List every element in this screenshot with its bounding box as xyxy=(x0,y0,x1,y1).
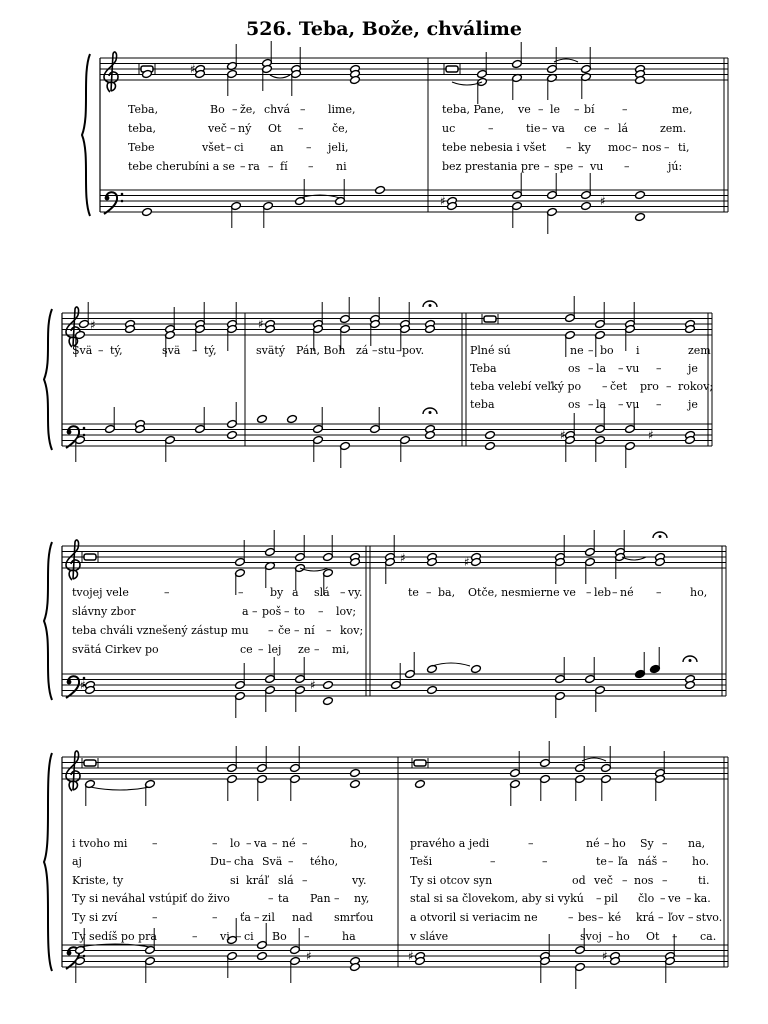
lyric-syllable: náš xyxy=(638,855,658,868)
lyric-syllable: svä xyxy=(162,344,181,357)
lyric-syllable: – xyxy=(294,624,300,637)
lyric-syllable: Pan xyxy=(310,892,331,905)
note-head xyxy=(287,414,298,423)
tie-slur xyxy=(432,663,470,666)
lyric-syllable: – xyxy=(340,586,346,599)
tie-slur xyxy=(270,75,290,78)
lyric-syllable: fí xyxy=(280,160,288,173)
note-head xyxy=(635,190,646,199)
lyric-syllable: os xyxy=(568,362,581,375)
lyric-syllable: Svä xyxy=(262,855,283,868)
lyric-syllable: vy. xyxy=(348,586,363,599)
lyric-syllable: la xyxy=(596,398,607,411)
lyric-syllable: va xyxy=(254,837,267,850)
lyric-syllable: – xyxy=(98,344,104,357)
lyric-syllable: Teba, xyxy=(128,103,159,116)
fermata-icon xyxy=(429,411,432,414)
lyric-syllable: ťa xyxy=(240,911,251,924)
sharp-sign: ♯ xyxy=(560,428,566,442)
lyric-syllable: – xyxy=(598,911,604,924)
lyric-syllable: – xyxy=(226,141,232,154)
lyric-syllable: – xyxy=(602,380,608,393)
lyric-syllable: ľa xyxy=(618,855,629,868)
note-head xyxy=(257,951,268,960)
lyric-syllable: ní xyxy=(304,624,315,637)
lyric-syllable: ka. xyxy=(694,892,711,905)
note-head xyxy=(485,430,496,439)
lyric-syllable: os xyxy=(568,398,581,411)
lyric-syllable: stu xyxy=(378,344,396,357)
lyric-syllable: – xyxy=(212,911,218,924)
lyric-syllable: slá xyxy=(278,874,294,887)
lyric-syllable: – xyxy=(662,855,668,868)
lyric-syllable: – xyxy=(372,344,378,357)
lyric-syllable: Pán, Boh xyxy=(296,344,346,357)
lyric-syllable: – xyxy=(298,122,304,135)
lyric-syllable: ti. xyxy=(698,874,710,887)
lyric-syllable: – xyxy=(604,122,610,135)
lyric-syllable: – xyxy=(288,855,294,868)
lyric-syllable: – xyxy=(314,643,320,656)
lyric-syllable: tebe cherubíni a se xyxy=(128,160,235,173)
bass-clef-icon xyxy=(83,434,86,437)
lyric-syllable: – xyxy=(426,586,432,599)
sharp-sign: ♯ xyxy=(648,428,654,442)
sharp-sign: ♯ xyxy=(310,678,316,692)
lyric-syllable: – xyxy=(268,160,274,173)
note-head xyxy=(142,207,153,216)
bass-clef-icon xyxy=(121,193,124,196)
lyric-syllable: slávny zbor xyxy=(72,605,136,618)
breve-note xyxy=(484,316,496,322)
lyric-syllable: Kriste, ty xyxy=(72,874,124,887)
lyric-syllable: slá xyxy=(314,586,330,599)
lyric-syllable: ci xyxy=(234,141,244,154)
breve-note xyxy=(446,66,458,72)
lyric-syllable: tý, xyxy=(204,344,217,357)
lyric-syllable: Ty si neváhal vstúpiť do živo xyxy=(72,892,230,905)
lyric-syllable: cha xyxy=(234,855,254,868)
lyric-syllable: – xyxy=(586,586,592,599)
lyric-syllable: všet xyxy=(202,141,225,154)
note-head xyxy=(227,430,238,439)
note-head xyxy=(375,185,386,194)
lyric-syllable: ho, xyxy=(690,586,708,599)
lyric-syllable: – xyxy=(334,892,340,905)
lyric-syllable: Svä xyxy=(72,344,93,357)
lyric-syllable: vu xyxy=(626,362,640,375)
lyric-syllable: – xyxy=(662,837,668,850)
lyric-syllable: že, xyxy=(240,103,256,116)
lyric-syllable: če xyxy=(278,624,291,637)
lyric-syllable: teba chváli vznešený zástup mu xyxy=(72,624,249,637)
lyric-syllable: Bo xyxy=(210,103,225,116)
lyric-syllable: nos xyxy=(642,141,662,154)
lyric-syllable: – xyxy=(268,892,274,905)
bass-clef-icon xyxy=(121,200,124,203)
lyric-syllable: – xyxy=(618,398,624,411)
lyric-syllable: Ty si zví xyxy=(72,911,118,924)
lyric-syllable: tý, xyxy=(110,344,123,357)
lyric-syllable: Sy xyxy=(640,837,654,850)
lyric-syllable: ci xyxy=(244,930,254,943)
lyric-syllable: tebe nebesia i všet xyxy=(442,141,547,154)
lyric-syllable: uc xyxy=(442,122,456,135)
lyric-syllable: – xyxy=(254,911,260,924)
lyric-syllable: tého, xyxy=(310,855,339,868)
note-head xyxy=(635,212,646,221)
lyric-syllable: moc xyxy=(608,141,632,154)
lyric-syllable: pravého a jedi xyxy=(410,837,490,850)
lyric-syllable: a xyxy=(242,605,249,618)
system-brace xyxy=(44,309,52,450)
lyric-syllable: zem. xyxy=(660,122,687,135)
lyric-syllable: zem xyxy=(688,344,711,357)
lyric-syllable: svätá Cirkev po xyxy=(72,643,159,656)
lyric-syllable: – xyxy=(608,930,614,943)
lyric-syllable: svätý xyxy=(256,344,286,357)
sharp-sign: ♯ xyxy=(600,194,606,208)
lyric-syllable: Teba xyxy=(470,362,497,375)
lyric-syllable: ze xyxy=(298,643,311,656)
lyric-syllable: – xyxy=(306,141,312,154)
lyric-syllable: – xyxy=(268,624,274,637)
lyric-syllable: – xyxy=(308,160,314,173)
fermata-icon xyxy=(429,304,432,307)
lyric-syllable: – xyxy=(226,855,232,868)
lyric-syllable: ky xyxy=(578,141,591,154)
lyric-syllable: ho xyxy=(612,837,626,850)
lyric-syllable: – xyxy=(666,380,672,393)
lyric-syllable: bes xyxy=(578,911,598,924)
lyric-syllable: lej xyxy=(268,643,282,656)
lyric-syllable: zá xyxy=(356,344,369,357)
lyric-syllable: ho xyxy=(616,930,630,943)
lyric-syllable: – xyxy=(232,103,238,116)
lyric-syllable: – xyxy=(490,855,496,868)
lyric-syllable: če, xyxy=(332,122,349,135)
lyric-syllable: ny, xyxy=(354,892,370,905)
lyric-syllable: lo xyxy=(230,837,241,850)
lyric-syllable: lá xyxy=(618,122,629,135)
system-brace xyxy=(44,753,52,971)
lyric-syllable: – xyxy=(588,344,594,357)
lyric-syllable: bí xyxy=(584,103,595,116)
lyric-syllable: – xyxy=(284,605,290,618)
lyric-syllable: – xyxy=(542,855,548,868)
lyric-syllable: a xyxy=(292,586,299,599)
lyric-syllable: ve xyxy=(518,103,531,116)
lyric-syllable: – xyxy=(604,837,610,850)
lyric-syllable: – xyxy=(688,911,694,924)
lyric-syllable: – xyxy=(566,141,572,154)
sharp-sign: ♯ xyxy=(602,949,608,963)
lyric-syllable: – xyxy=(656,398,662,411)
lyric-syllable: – xyxy=(664,141,670,154)
note-head xyxy=(350,768,361,777)
breve-note xyxy=(84,760,96,766)
lyric-syllable: – xyxy=(658,911,664,924)
lyric-syllable: Du xyxy=(210,855,226,868)
lyric-syllable: ve xyxy=(668,892,681,905)
bass-clef-icon xyxy=(67,680,72,685)
lyric-syllable: la xyxy=(596,362,607,375)
lyric-syllable: va xyxy=(552,122,565,135)
lyric-syllable: ké xyxy=(608,911,622,924)
sharp-sign: ♯ xyxy=(408,949,414,963)
sharp-sign: ♯ xyxy=(464,555,470,569)
lyric-syllable: Ot xyxy=(646,930,660,943)
sharp-sign: ♯ xyxy=(306,949,312,963)
lyric-syllable: rokov; xyxy=(678,380,714,393)
bass-clef-icon xyxy=(67,430,72,435)
lyric-syllable: Otče, nesmierne ve xyxy=(468,586,576,599)
lyric-syllable: – xyxy=(632,141,638,154)
fermata-icon xyxy=(689,659,692,662)
lyric-syllable: ho, xyxy=(350,837,368,850)
sharp-sign: ♯ xyxy=(400,551,406,565)
lyric-syllable: – xyxy=(588,398,594,411)
note-head xyxy=(581,201,592,210)
lyric-syllable: Bo xyxy=(272,930,287,943)
lyric-syllable: – xyxy=(230,122,236,135)
lyric-syllable: spe xyxy=(554,160,574,173)
lyric-syllable: – xyxy=(164,586,170,599)
page-title: 526. Teba, Bože, chválime xyxy=(246,18,522,40)
lyric-syllable: – xyxy=(612,586,618,599)
lyric-syllable: – xyxy=(544,160,550,173)
tie-slur xyxy=(582,758,606,761)
lyric-syllable: Plné sú xyxy=(470,344,511,357)
lyric-syllable: ha xyxy=(342,930,356,943)
lyric-syllable: – xyxy=(236,930,242,943)
lyric-syllable: – xyxy=(318,605,324,618)
lyric-syllable: ta xyxy=(278,892,289,905)
lyric-syllable: ra xyxy=(248,160,260,173)
lyric-syllable: – xyxy=(660,892,666,905)
note-head xyxy=(257,414,268,423)
lyric-syllable: ho. xyxy=(692,855,710,868)
lyric-syllable: – xyxy=(212,837,218,850)
lyric-syllable: né xyxy=(586,837,600,850)
lyric-syllable: več xyxy=(208,122,227,135)
lyric-syllable: te xyxy=(408,586,419,599)
lyric-syllable: vu xyxy=(590,160,604,173)
lyric-syllable: od xyxy=(572,874,586,887)
lyric-syllable: – xyxy=(302,837,308,850)
sharp-sign: ♯ xyxy=(90,318,96,332)
lyric-syllable: – xyxy=(624,160,630,173)
tie-slur xyxy=(90,787,150,790)
lyric-syllable: pro xyxy=(640,380,659,393)
tie-slur xyxy=(554,59,578,62)
lyric-syllable: nad xyxy=(292,911,313,924)
note-head xyxy=(427,685,438,694)
system-brace xyxy=(82,54,90,216)
lyric-syllable: v sláve xyxy=(410,930,449,943)
lyric-syllable: lov; xyxy=(336,605,357,618)
lyric-syllable: – xyxy=(542,122,548,135)
breve-note xyxy=(414,760,426,766)
bass-clef-icon xyxy=(83,955,86,958)
lyric-syllable: mi, xyxy=(332,643,350,656)
lyric-syllable: tvojej vele xyxy=(72,586,129,599)
lyric-syllable: – xyxy=(192,344,198,357)
lyric-syllable: – xyxy=(568,911,574,924)
lyric-syllable: vy. xyxy=(352,874,367,887)
bass-clef-icon xyxy=(105,196,110,201)
lyric-syllable: člo xyxy=(638,892,655,905)
lyric-syllable: ba, xyxy=(438,586,456,599)
lyric-syllable: – xyxy=(528,837,534,850)
lyric-syllable: na, xyxy=(688,837,706,850)
lyric-syllable: ce xyxy=(584,122,597,135)
lyric-syllable: pil xyxy=(604,892,619,905)
lyric-syllable: – xyxy=(622,874,628,887)
lyric-syllable: kráľ xyxy=(246,874,268,887)
lyric-syllable: né xyxy=(620,586,634,599)
breve-note xyxy=(84,554,96,560)
lyric-syllable: teba, Pane, xyxy=(442,103,505,116)
lyric-syllable: teba, xyxy=(128,122,157,135)
bass-clef-icon xyxy=(67,951,72,956)
lyric-syllable: – xyxy=(578,160,584,173)
lyric-syllable: – xyxy=(152,911,158,924)
lyric-syllable: svoj xyxy=(580,930,602,943)
lyric-syllable: – xyxy=(656,362,662,375)
lyric-syllable: ca. xyxy=(700,930,717,943)
tie-slur xyxy=(80,944,150,947)
lyric-syllable: stvo. xyxy=(696,911,723,924)
lyric-syllable: – xyxy=(258,643,264,656)
lyric-syllable: aj xyxy=(72,855,82,868)
sharp-sign: ♯ xyxy=(258,317,264,331)
lyric-syllable: – xyxy=(152,837,158,850)
lyric-syllable: – xyxy=(488,122,494,135)
lyric-syllable: kov; xyxy=(340,624,364,637)
lyric-syllable: – xyxy=(608,855,614,868)
note-head xyxy=(323,696,334,705)
lyric-syllable: vu xyxy=(626,398,640,411)
lyric-syllable: – xyxy=(622,103,628,116)
lyric-syllable: – xyxy=(596,892,602,905)
note-head xyxy=(415,779,426,788)
lyric-syllable: – xyxy=(538,103,544,116)
lyric-syllable: – xyxy=(192,930,198,943)
lyric-syllable: ne xyxy=(570,344,584,357)
lyric-syllable: krá xyxy=(636,911,655,924)
lyric-syllable: – xyxy=(326,624,332,637)
lyric-syllable: – xyxy=(672,930,678,943)
lyric-syllable: né xyxy=(282,837,296,850)
lyric-syllable: – xyxy=(252,605,258,618)
bass-clef-icon xyxy=(83,427,86,430)
sharp-sign: ♯ xyxy=(80,678,86,692)
lyric-syllable: – xyxy=(662,874,668,887)
lyric-syllable: smrťou xyxy=(334,911,374,924)
lyric-syllable: – xyxy=(300,103,306,116)
lyric-syllable: le xyxy=(550,103,561,116)
lyric-syllable: – xyxy=(246,837,252,850)
fermata-icon xyxy=(659,535,662,538)
note-head xyxy=(471,664,482,673)
lyric-syllable: si xyxy=(230,874,240,887)
lyric-syllable: bo xyxy=(600,344,614,357)
lyric-syllable: zil xyxy=(262,911,275,924)
lyric-syllable: – xyxy=(238,586,244,599)
lyric-syllable: te xyxy=(596,855,607,868)
lyric-syllable: bez prestania pre xyxy=(442,160,540,173)
lyric-syllable: – xyxy=(304,930,310,943)
sharp-sign: ♯ xyxy=(440,194,446,208)
lyric-syllable: – xyxy=(574,103,580,116)
note-head xyxy=(323,680,334,689)
note-head xyxy=(485,441,496,450)
lyric-syllable: – xyxy=(588,362,594,375)
lyric-syllable: čet xyxy=(610,380,628,393)
lyric-syllable: Ty sedíš po pra xyxy=(72,930,157,943)
lyric-syllable: ný xyxy=(238,122,252,135)
lyric-syllable: ľov xyxy=(668,911,685,924)
lyric-syllable: je xyxy=(688,398,698,411)
lyric-syllable: vi xyxy=(220,930,230,943)
lyric-syllable: Ty si otcov syn xyxy=(410,874,493,887)
system-brace xyxy=(44,542,52,700)
lyric-syllable: a otvoril si veriacim ne xyxy=(410,911,538,924)
lyric-syllable: me, xyxy=(672,103,693,116)
lyric-syllable: poš xyxy=(262,605,282,618)
lyric-syllable: teba velebí veľký po xyxy=(470,380,582,393)
lyric-syllable: Tebe xyxy=(128,141,155,154)
lyric-syllable: Teši xyxy=(410,855,433,868)
lyric-syllable: i xyxy=(636,344,640,357)
note-head xyxy=(350,779,361,788)
lyric-syllable: lime, xyxy=(328,103,356,116)
lyric-syllable: nos xyxy=(634,874,654,887)
lyric-syllable: je xyxy=(688,362,698,375)
lyric-syllable: an xyxy=(270,141,284,154)
lyric-syllable: by xyxy=(270,586,284,599)
lyric-syllable: pov. xyxy=(402,344,425,357)
lyric-syllable: chvá xyxy=(264,103,291,116)
lyric-syllable: – xyxy=(618,362,624,375)
lyric-syllable: – xyxy=(302,874,308,887)
lyric-syllable: jú: xyxy=(668,160,683,173)
lyric-syllable: ni xyxy=(336,160,347,173)
lyric-syllable: – xyxy=(656,586,662,599)
lyric-syllable: leb xyxy=(594,586,612,599)
lyric-syllable: več xyxy=(594,874,613,887)
sharp-sign: ♯ xyxy=(190,62,196,76)
lyric-syllable: – xyxy=(272,837,278,850)
lyric-syllable: ce xyxy=(240,643,253,656)
lyric-syllable: Ot xyxy=(268,122,282,135)
lyric-syllable: – xyxy=(686,892,692,905)
lyric-syllable: teba xyxy=(470,398,495,411)
lyric-syllable: – xyxy=(240,160,246,173)
lyric-syllable: tie xyxy=(526,122,541,135)
lyric-syllable: – xyxy=(396,344,402,357)
lyric-syllable: stal si sa človekom, aby si vykú xyxy=(410,892,584,905)
lyric-syllable: ti, xyxy=(678,141,690,154)
lyric-syllable: to xyxy=(294,605,306,618)
lyric-syllable: jeli, xyxy=(328,141,349,154)
lyric-syllable: i tvoho mi xyxy=(72,837,128,850)
